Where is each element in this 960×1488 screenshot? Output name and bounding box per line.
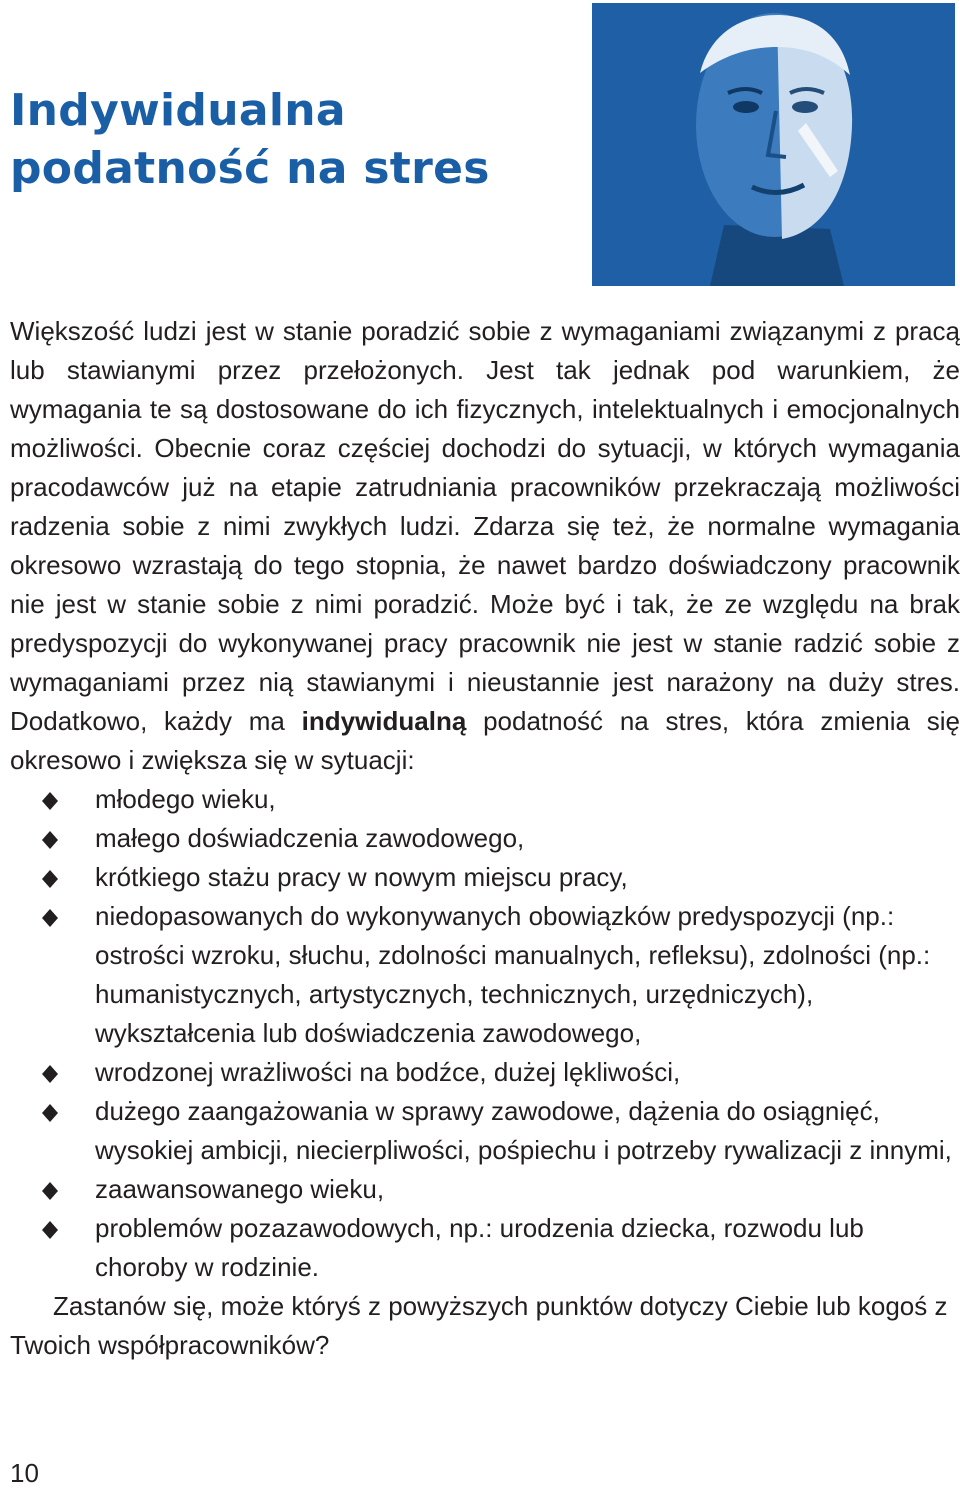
list-item (10, 1209, 960, 1287)
list-item (10, 1053, 960, 1092)
list-item-text: krótkiego stażu pracy w nowym miejscu pracy, (95, 862, 628, 892)
list-item-text: dużego zaangażowania w sprawy zawodowe, dążenia do osiągnięć, wysokiej ambicji, niecierpliwości, pośpiechu i potrzeby rywalizacji z innymi, (95, 1096, 952, 1165)
portrait-photo (592, 3, 955, 286)
article-body (10, 312, 960, 1365)
intro-text: Większość ludzi jest w stanie poradzić sobie z wymaganiami związanymi z pracą lub stawianymi przez przełożonych. Jest tak jednak pod warunkiem, że wymagania te są dostosowane do ich fizycznych, intelektualnych i emocjonalnych możliwości. Obecnie coraz częściej dochodzi do sytuacji, w których wymagania pracodawców już na etapie zatrudniania pracowników przekraczają możliwości radzenia sobie z nimi zwykłych ludzi. Zdarza się też, że normalne wymagania okresowo wzrastają do tego stopnia, że nawet bardzo doświadczony pracownik nie jest w stanie sobie z nimi poradzić. Może być i tak, że ze względu na brak predyspozycji do wykonywanej pracy pracownik nie jest w stanie radzić sobie z wymaganiami przez nią stawianymi i nieustannie jest narażony na duży stres. Dodatkowo, każdy ma (10, 316, 960, 736)
conditions-list (10, 780, 960, 1287)
page-number: 10 (10, 1458, 39, 1488)
page-title-line-1: Indywidualna (10, 85, 346, 136)
intro-paragraph (10, 312, 960, 780)
list-item (10, 1092, 960, 1170)
diamond-bullet-icon (42, 909, 58, 927)
list-item (10, 780, 960, 819)
closing-question: Zastanów się, może któryś z powyższych punktów dotyczy Ciebie lub kogoś z Twoich współpracowników? (10, 1291, 948, 1360)
list-item (10, 1170, 960, 1209)
diamond-bullet-icon (42, 1221, 58, 1239)
diamond-bullet-icon (42, 870, 58, 888)
page-title (10, 82, 490, 198)
diamond-bullet-icon (42, 831, 58, 849)
man-portrait-icon (592, 3, 955, 286)
intro-bold-word: indywidualną (301, 706, 467, 736)
list-item-text: wrodzonej wrażliwości na bodźce, dużej lękliwości, (95, 1057, 681, 1087)
diamond-bullet-icon (42, 1065, 58, 1083)
diamond-bullet-icon (42, 1182, 58, 1200)
page-title-line-2: podatność na stres (10, 143, 490, 194)
intro-text-end: podatność na stres, która zmienia się okresowo i zwiększa się w sytuacji: (10, 706, 960, 775)
list-item-text: młodego wieku, (95, 784, 276, 814)
list-item-text: niedopasowanych do wykonywanych obowiązków predyspozycji (np.: ostrości wzroku, słuchu, zdolności manualnych, refleksu), zdolności (np.: humanistycznych, artystycznych, technicznych, urzędniczych), wykształcenia lub doświadczenia zawodowego, (95, 901, 931, 1048)
diamond-bullet-icon (42, 1104, 58, 1122)
list-item-text: zaawansowanego wieku, (95, 1174, 385, 1204)
list-item (10, 858, 960, 897)
diamond-bullet-icon (42, 792, 58, 810)
list-item (10, 819, 960, 858)
list-item (10, 897, 960, 1053)
list-item-text: problemów pozazawodowych, np.: urodzenia dziecka, rozwodu lub choroby w rodzinie. (95, 1213, 864, 1282)
list-item-text: małego doświadczenia zawodowego, (95, 823, 525, 853)
